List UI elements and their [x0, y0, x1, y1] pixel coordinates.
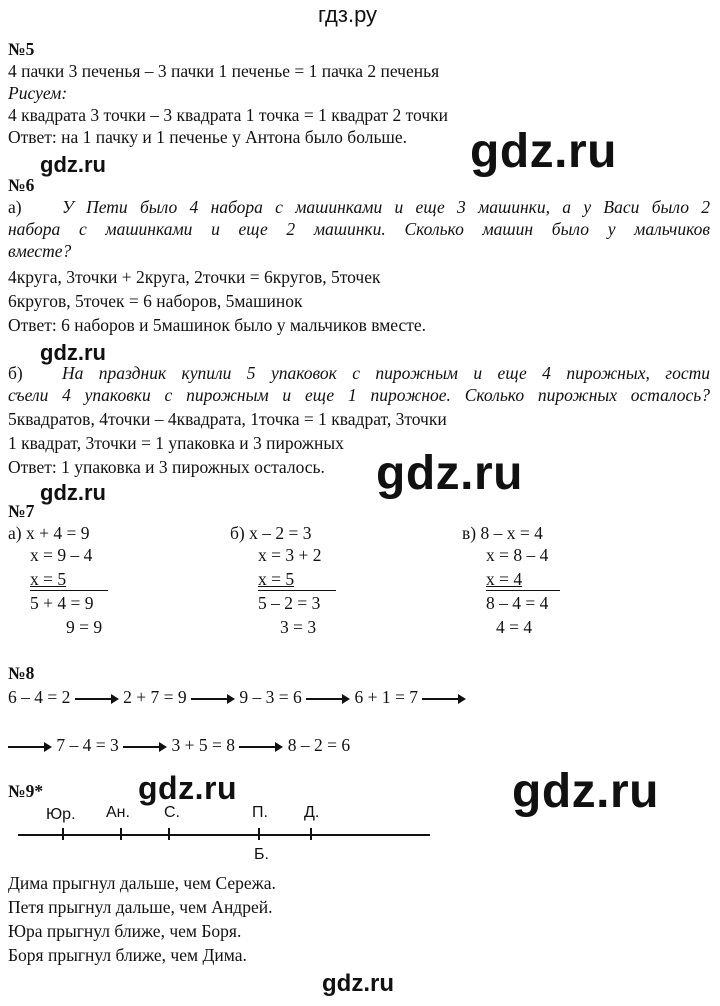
task6-b-calc2: 1 квадрат, 3точки = 1 упаковка и 3 пирожных [8, 433, 344, 453]
task6-b-line2: съели 4 упаковки с пирожным и еще 1 пирожное. Сколько пирожных осталось? [8, 385, 710, 405]
task8-eq4: 6 + 1 = 7 [354, 687, 418, 707]
task9-line2: Петя прыгнул дальше, чем Андрей. [8, 897, 273, 917]
task9-line4: Боря прыгнул ближе, чем Дима. [8, 945, 247, 965]
task6-a-answer: Ответ: 6 наборов и 5машинок было у мальчиков вместе. [8, 315, 427, 335]
tick-yura [62, 828, 64, 840]
arrow-right-icon [191, 693, 235, 705]
task6-b-prefix: б) [8, 363, 23, 383]
task6-a-calc1: 4круга, 3точки + 2круга, 2точки = 6кругов, 5точек [8, 267, 381, 287]
label-borya: Б. [254, 846, 269, 863]
task6-a-line3: вместе? [8, 241, 72, 261]
footer-watermark: gdz.ru [322, 970, 394, 997]
watermark-large-3: gdz.ru [512, 765, 659, 818]
task6-b-answer: Ответ: 1 упаковка и 3 пирожных осталось. [8, 457, 325, 477]
task8-eq1: 6 – 4 = 2 [8, 687, 71, 707]
task7-a-result: 9 = 9 [66, 617, 103, 637]
task8-eq5: 7 – 4 = 3 [56, 735, 119, 755]
task8-eq2: 2 + 7 = 9 [123, 687, 187, 707]
task7-c-step: x = 8 – 4 [486, 545, 549, 565]
task5-number: №5 [8, 39, 35, 59]
arrow-right-icon [75, 693, 119, 705]
number-line [18, 834, 430, 836]
task5-answer: Ответ: на 1 пачку и 1 печенье у Антона было больше. [8, 127, 408, 147]
task9-line3: Юра прыгнул ближе, чем Боря. [8, 921, 242, 941]
arrow-right-icon [8, 741, 52, 753]
tick-seryozha [168, 828, 170, 840]
task9-number: №9* [8, 781, 44, 801]
task5-label: Рисуем: [8, 83, 68, 103]
task9-line1: Дима прыгнул дальше, чем Сережа. [8, 873, 276, 893]
site-title: гдз.ру [318, 2, 378, 27]
watermark-small-3: gdz.ru [40, 480, 106, 505]
label-dima: Д. [304, 804, 320, 821]
tick-petya [258, 828, 260, 840]
watermark-large-2: gdz.ru [376, 447, 523, 500]
watermark-medium: gdz.ru [138, 770, 237, 806]
task7-a-step: x = 9 – 4 [30, 545, 93, 565]
arrow-right-icon [422, 693, 466, 705]
task7-a-check: 5 + 4 = 9 [30, 593, 94, 613]
tick-dima [310, 828, 312, 840]
label-yura: Юр. [46, 806, 76, 823]
task6-a-calc2: 6кругов, 5точек = 6 наборов, 5машинок [8, 291, 303, 311]
task8-eq3: 9 – 3 = 6 [239, 687, 302, 707]
task7-b-result: 3 = 3 [280, 617, 317, 637]
task7-b-eq: б) x – 2 = 3 [230, 523, 312, 543]
task5-line2: 4 квадрата 3 точки – 3 квадрата 1 точка = 1 квадрат 2 точки [8, 105, 448, 125]
task8-eq7: 8 – 2 = 6 [287, 735, 351, 755]
label-seryozha: С. [164, 804, 180, 821]
task7-c-rule [486, 590, 560, 591]
task8-row2 [8, 734, 350, 756]
task8-eq6: 3 + 5 = 8 [171, 735, 235, 755]
task6-a-line1: У Пети было 4 набора с машинками и еще 3 машинки, а у Васи было 2 [62, 197, 710, 217]
watermark-small-1: gdz.ru [40, 152, 106, 177]
arrow-right-icon [239, 741, 283, 753]
label-petya: П. [252, 804, 268, 821]
task7-a-rule [30, 590, 108, 591]
task7-b-check: 5 – 2 = 3 [258, 593, 321, 613]
task7-c-check: 8 – 4 = 4 [486, 593, 549, 613]
task7-c-root: x = 4 [486, 569, 523, 589]
task6-a-line2: набора с машинками и еще 2 машинки. Сколько машин было у мальчиков [8, 219, 710, 239]
task6-number: №6 [8, 175, 35, 195]
watermark-large-1: gdz.ru [470, 125, 617, 178]
task5-line1: 4 пачки 3 печенья – 3 пачки 1 печенье = 1 пачка 2 печенья [8, 61, 440, 81]
task8-number: №8 [8, 663, 35, 683]
task6-b-calc1: 5квадратов, 4точки – 4квадрата, 1точка = 1 квадрат, 3точки [8, 409, 447, 429]
task7-b-rule [258, 590, 336, 591]
watermark-small-2: gdz.ru [40, 340, 106, 365]
task6-a-prefix: а) [8, 197, 22, 217]
task8-row1 [8, 686, 466, 708]
task7-b-step: x = 3 + 2 [258, 545, 322, 565]
tick-andrey [120, 828, 122, 840]
task7-b-root: x = 5 [258, 569, 295, 589]
task7-c-result: 4 = 4 [496, 617, 533, 637]
label-andrey: Ан. [106, 804, 130, 821]
task7-a-root: x = 5 [30, 569, 67, 589]
task7-number: №7 [8, 501, 35, 521]
arrow-right-icon [123, 741, 167, 753]
arrow-right-icon [306, 693, 350, 705]
task7-c-eq: в) 8 – x = 4 [462, 523, 543, 543]
task6-b-line1: На праздник купили 5 упаковок с пирожным и еще 4 пирожных, гости [62, 363, 710, 383]
task7-a-eq: а) x + 4 = 9 [8, 523, 90, 543]
